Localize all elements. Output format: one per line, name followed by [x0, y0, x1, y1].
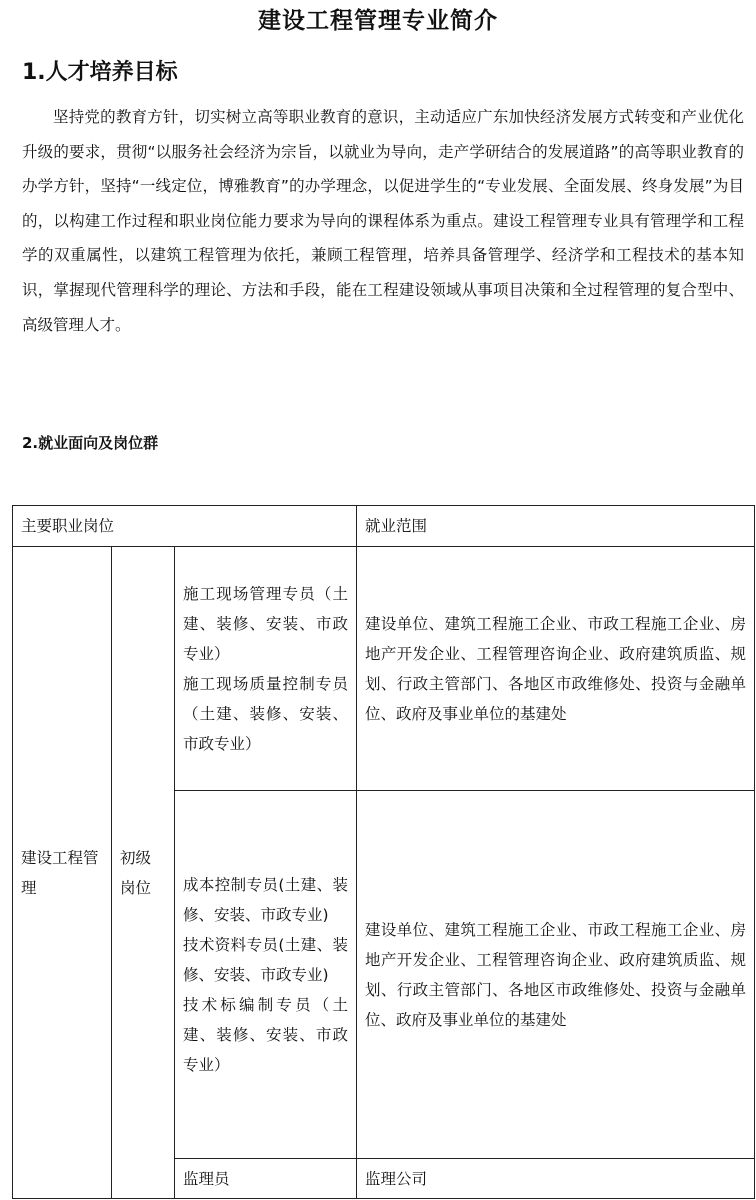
job-item: 成本控制专员(土建、装修、安装、市政专业) [183, 875, 348, 924]
employment-table [12, 505, 755, 1199]
table-header-row [13, 506, 755, 547]
header-positions: 主要职业岗位 [13, 506, 357, 547]
document-title: 建设工程管理专业简介 [258, 8, 498, 34]
jobs-cell [175, 547, 357, 791]
training-goal-paragraph: 坚持党的教育方针，切实树立高等职业教育的意识，主动适应广东加快经济发展方式转变和产业优化升级的要求，贯彻“以服务社会经济为宗旨，以就业为导向，走产学研结合的发展道路”的高等职业教育的办学方针，坚持“一线定位，博雅教育”的办学理念，以促进学生的“专业发展、全面发展、终身发展”为目的，以构建工作过程和职业岗位能力要求为导向的课程体系为重点。建设工程管理专业具有管理学和工程学的双重属性，以建筑工程管理为依托，兼顾工程管理，培养具备管理学、经济学和工程技术的基本知识，掌握现代管理科学的理论、方法和手段，能在工程建设领域从事项目决策和全过程管理的复合型中、高级管理人才。 [22, 108, 744, 334]
jobs-cell [175, 1159, 357, 1199]
job-item: 技术资料专员(土建、装修、安装、市政专业) [183, 935, 348, 984]
section-heading-training-goal: 1.人才培养目标 [22, 60, 178, 85]
section-heading-employment: 2.就业面向及岗位群 [22, 434, 159, 452]
scope-cell: 监理公司 [357, 1159, 755, 1199]
major-cell: 建设工程管理 [13, 547, 112, 1199]
job-item: 技术标编制专员（土建、装修、安装、市政专业） [183, 995, 348, 1074]
scope-cell: 建设单位、建筑工程施工企业、市政工程施工企业、房地产开发企业、工程管理咨询企业、政府建筑质监、规划、行政主管部门、各地区市政维修处、投资与金融单位、政府及事业单位的基建处 [357, 791, 755, 1159]
job-item: 施工现场质量控制专员（土建、装修、安装、市政专业） [183, 674, 348, 753]
level-cell: 初级岗位 [112, 547, 175, 1199]
scope-cell: 建设单位、建筑工程施工企业、市政工程施工企业、房地产开发企业、工程管理咨询企业、政府建筑质监、规划、行政主管部门、各地区市政维修处、投资与金融单位、政府及事业单位的基建处 [357, 547, 755, 791]
jobs-cell [175, 791, 357, 1159]
table-row [13, 547, 755, 791]
job-item: 施工现场管理专员（土建、装修、安装、市政专业） [183, 584, 348, 663]
header-scope: 就业范围 [357, 506, 755, 547]
job-item: 监理员 [183, 1169, 230, 1188]
